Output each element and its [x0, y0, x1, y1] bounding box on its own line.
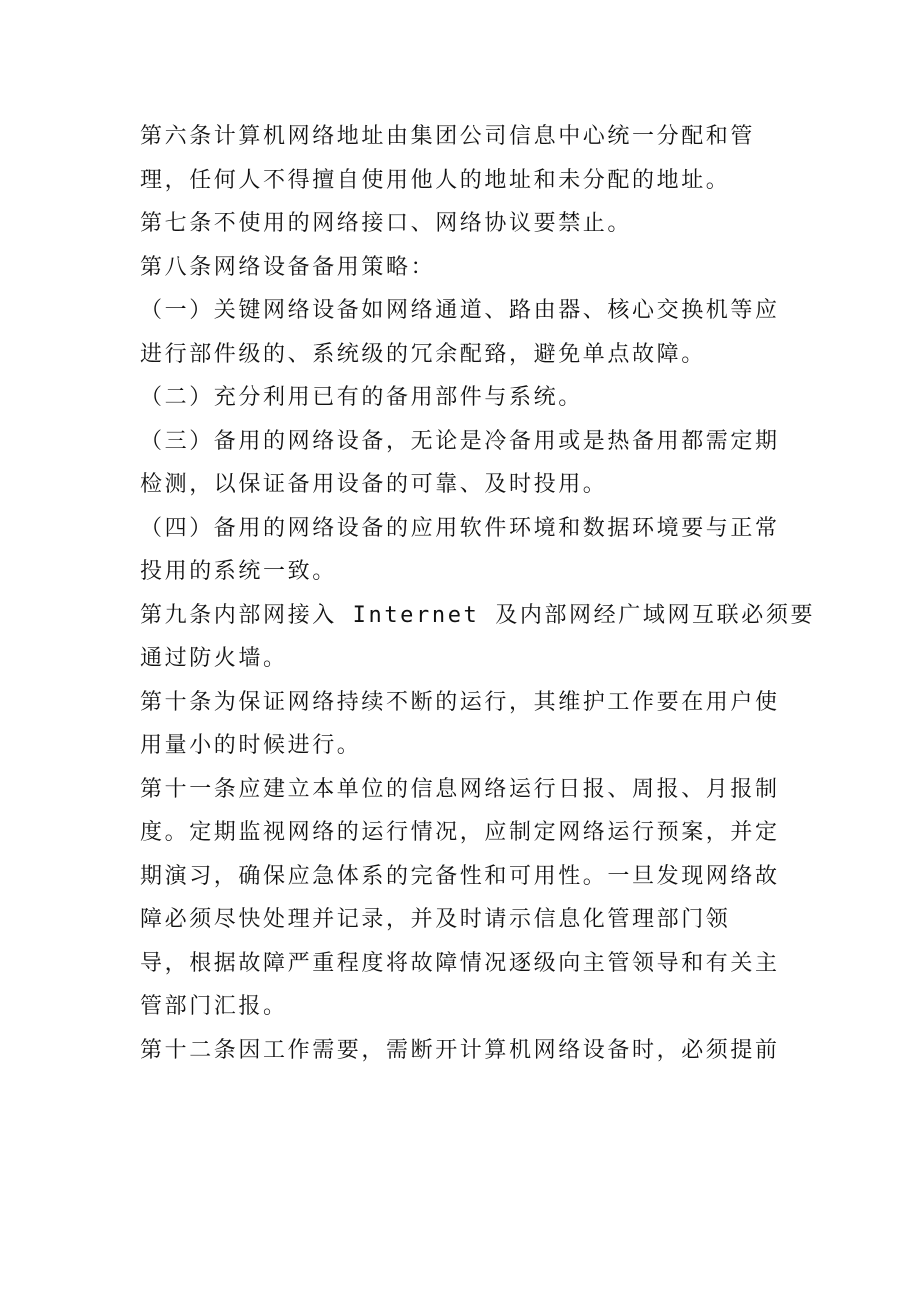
text-line: 第十一条应建立本单位的信息网络运行日报、周报、月报制: [140, 776, 780, 802]
text-line: 第九条内部网接入 Internet 及内部网经广域网互联必须要: [140, 602, 816, 628]
text-line: 障必须尽快处理并记录，并及时请示信息化管理部门领: [140, 907, 731, 932]
text-line: 理，任何人不得擅自使用他人的地址和未分配的地址。: [140, 167, 731, 193]
text-line: （二）充分利用已有的备用部件与系统。: [140, 385, 583, 410]
document-body: [140, 115, 816, 1072]
text-line: 进行部件级的、系统级的冗余配臵，避免单点故障。: [140, 341, 706, 367]
text-line: 用量小的时候进行。: [140, 733, 362, 758]
text-line: 度。定期监视网络的运行情况，应制定网络运行预案，并定: [140, 820, 780, 845]
text-line: 第十二条因工作需要，需断开计算机网络设备时，必须提前: [140, 1037, 780, 1063]
text-line: 通过防火墙。: [140, 646, 288, 671]
text-line: （四）备用的网络设备的应用软件环境和数据环境要与正常: [140, 515, 780, 541]
text-line: 检测，以保证备用设备的可靠、及时投用。: [140, 472, 608, 497]
text-line: （三）备用的网络设备，无论是冷备用或是热备用都需定期: [140, 428, 780, 454]
text-line: 第七条不使用的网络接口、网络协议要禁止。: [140, 211, 633, 236]
text-line: 第六条计算机网络地址由集团公司信息中心统一分配和管: [140, 124, 756, 149]
text-line: 管部门汇报。: [140, 994, 288, 1019]
text-line: （一）关键网络设备如网络通道、路由器、核心交换机等应: [140, 298, 780, 323]
text-line: 期演习，确保应急体系的完备性和可用性。一旦发现网络故: [140, 863, 780, 889]
text-line: 导，根据故障严重程度将故障情况逐级向主管领导和有关主: [140, 950, 780, 976]
text-line: 第十条为保证网络持续不断的运行，其维护工作要在用户使: [140, 689, 780, 715]
text-line: 第八条网络设备备用策略：: [140, 254, 436, 280]
text-line: 投用的系统一致。: [140, 559, 337, 584]
